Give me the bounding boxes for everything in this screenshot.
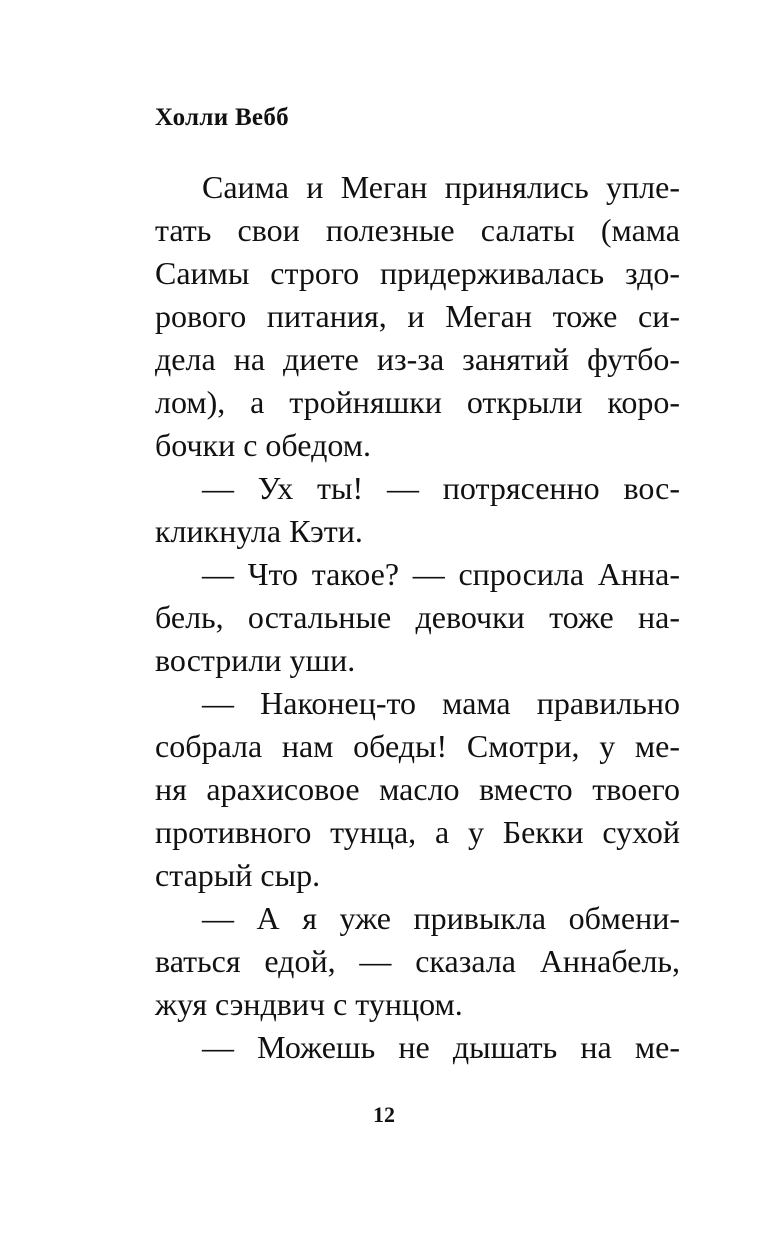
text-line: противного тунца, а у Бекки сухой bbox=[155, 814, 680, 850]
text-line: бель, остальные девочки тоже на- bbox=[155, 599, 680, 635]
text-line: бочки с обедом. bbox=[155, 427, 371, 463]
body-text bbox=[155, 166, 680, 1069]
text-line: кликнула Кэти. bbox=[155, 513, 363, 549]
text-line: — Что такое? — спросила Анна- bbox=[202, 556, 680, 592]
text-line: — А я уже привыкла обмени- bbox=[202, 900, 680, 936]
text-line: — Можешь не дышать на ме- bbox=[202, 1029, 680, 1065]
text-line: — Наконец-то мама правильно bbox=[202, 685, 680, 721]
text-line: старый сыр. bbox=[155, 857, 321, 893]
text-line: жуя сэндвич с тунцом. bbox=[155, 986, 463, 1022]
text-line: ваться едой, — сказала Аннабель, bbox=[155, 943, 680, 979]
text-line: — Ух ты! — потрясенно вос- bbox=[202, 470, 680, 506]
text-line: дела на диете из-за занятий футбо- bbox=[155, 341, 680, 377]
text-line: ня арахисовое масло вместо твоего bbox=[155, 771, 680, 807]
page-number: 12 bbox=[373, 1102, 395, 1127]
text-line: лом), а тройняшки открыли коро- bbox=[155, 384, 680, 420]
text-line: рового питания, и Меган тоже си- bbox=[155, 298, 680, 334]
text-line: собрала нам обеды! Смотри, у ме- bbox=[155, 728, 680, 764]
text-line: Саима и Меган принялись упле- bbox=[202, 169, 680, 205]
text-line: Саимы строго придерживалась здо- bbox=[155, 255, 680, 291]
running-head: Холли Вебб bbox=[155, 104, 289, 131]
text-line: тать свои полезные салаты (мама bbox=[155, 212, 680, 248]
text-line: вострили уши. bbox=[155, 642, 356, 678]
